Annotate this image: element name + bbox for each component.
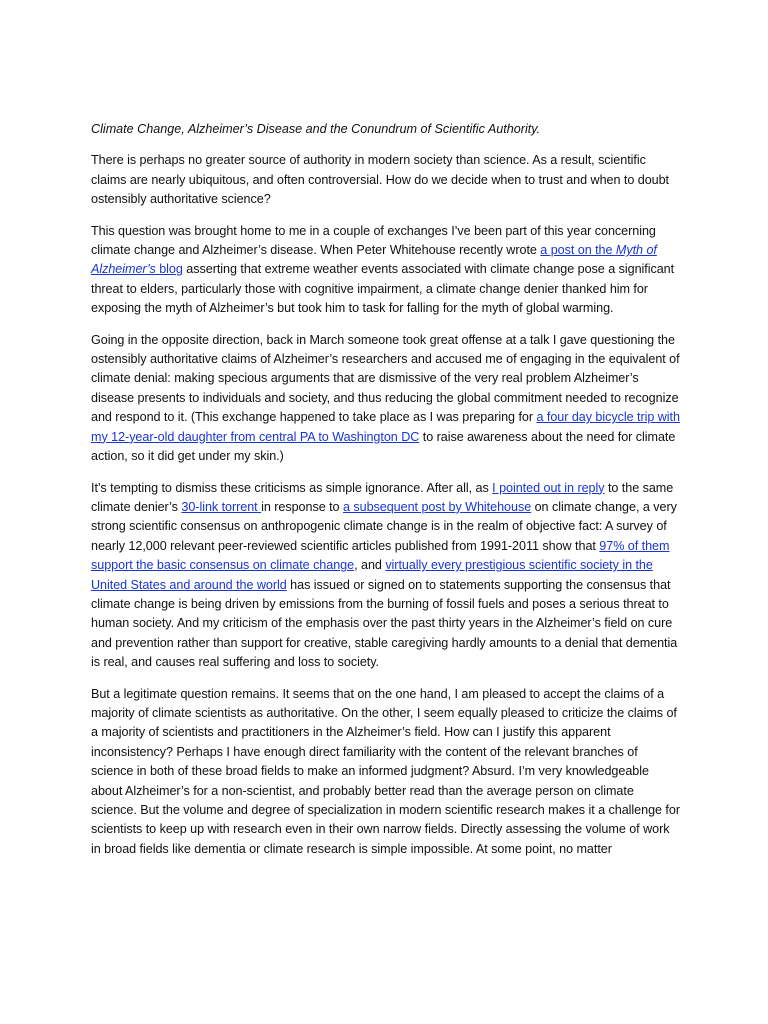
paragraph-4-text-6: has issued or signed on to statements supporting the consensus that climate change is being driven by emissions from the burning of fossil fuels and poses a serious threat to human society. And my criticism of the emphasis over the past thirty years in the Alzheimer’s field on cure and prevention rather than support for creative, stable caregiving hardly amounts to a denial that dementia is real, and causes real suffering and loss to society. xyxy=(91,577,678,670)
link-30-link-torrent[interactable]: 30-link torrent xyxy=(181,499,262,514)
paragraph-2-text-2: asserting that extreme weather events associated with climate change pose a significant threat to elders, particularly those with cognitive impairment, a climate change denier thanked him for exposing the myth of Alzheimer’s but took him to task for falling for the myth of global warming. xyxy=(91,262,675,316)
paragraph-3 xyxy=(91,331,680,467)
paragraph-5: But a legitimate question remains. It seems that on the one hand, I am pleased to accept the claims of a majority of climate scientists as authoritative. On the other, I seem equally pleased to criticize the claims of a majority of scientists and practitioners in the Alzheimer’s field. How can I justify this apparent inconsistency? Perhaps I have enough direct familiarity with the content of the relevant branches of science in both of these broad fields to make an informed judgment? Absurd. I’m very knowledgeable about Alzheimer’s for a non-scientist, and probably better read than the average person on climate science. But the volume and degree of specialization in modern scientific research makes it a challenge for scientists to keep up with research even in their own narrow fields. Directly assessing the volume of work in broad fields like dementia or climate research is simple impossible. At some point, no matter xyxy=(91,686,680,856)
paragraph-3-text-1: Going in the opposite direction, back in March someone took great offense at a talk I gave questioning the ostensibly authoritative claims of Alzheimer’s researchers and accused me of engaging in the equivalent of climate denial: making specious arguments that are dismissive of the very real problem Alzheimer’s disease presents to individuals and society, and thus reducing the global commitment needed to recognize and respond to it. (This exchange happened to take place as I was preparing for xyxy=(91,332,680,425)
link-myth-of-alzheimers-post-part-a[interactable]: a post on the xyxy=(540,243,616,258)
paragraph-4-text-5: , and xyxy=(354,558,386,573)
paragraph-3-text-2: to raise awareness about the need for climate action, so it did get under my skin.) xyxy=(91,429,676,464)
link-bicycle-trip[interactable]: a four day bicycle trip with my 12-year-old daughter from central PA to Washington DC xyxy=(91,410,680,444)
link-myth-of-alzheimers-post-part-c[interactable]: blog xyxy=(155,262,183,277)
paragraph-4-text-3: in response to xyxy=(261,499,343,514)
link-myth-of-alzheimers-post-part-b[interactable]: Myth of Alzheimer’s xyxy=(91,243,657,277)
paragraph-1: There is perhaps no greater source of authority in modern society than science. As a result, scientific claims are nearly ubiquitous, and often controversial. How do we decide when to trust and when to doubt ostensibly authoritative science? xyxy=(91,153,670,207)
paragraph-4-text-1: It’s tempting to dismiss these criticisms as simple ignorance. After all, as xyxy=(91,480,493,495)
link-scientific-societies[interactable]: virtually every prestigious scientific society in the United States and around the world xyxy=(91,558,653,592)
paragraph-4-text-2: to the same climate denier’s xyxy=(91,480,674,514)
link-97-percent-consensus[interactable]: 97% of them support the basic consensus on climate change xyxy=(91,538,670,573)
paragraph-2 xyxy=(91,222,680,319)
paragraph-4 xyxy=(91,479,680,673)
paragraph-2-text-1: This question was brought home to me in a couple of exchanges I’ve been part of this year concerning climate change and Alzheimer’s disease. When Peter Whitehouse recently wrote xyxy=(91,223,656,258)
link-pointed-out-in-reply[interactable]: I pointed out in reply xyxy=(492,480,605,495)
paragraph-4-text-4: on climate change, a very strong scientific consensus on anthropogenic climate change is in the realm of objective fact: A survey of nearly 12,000 relevant peer-reviewed scientific articles published from 1991-2011 show that xyxy=(91,499,677,553)
document-title: Climate Change, Alzheimer’s Disease and the Conundrum of Scientific Authority. xyxy=(91,122,541,136)
link-subsequent-post[interactable]: a subsequent post by Whitehouse xyxy=(342,499,532,514)
